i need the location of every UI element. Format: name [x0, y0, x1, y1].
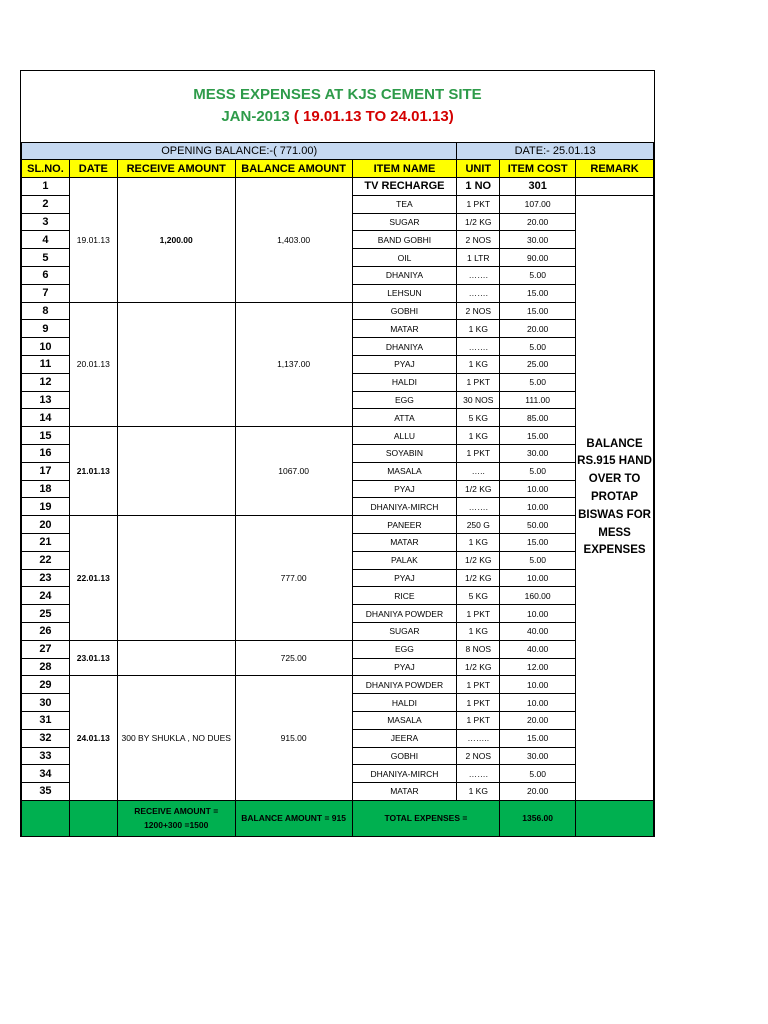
sl-no-cell: 5 [22, 249, 70, 267]
sl-no-cell: 14 [22, 409, 70, 427]
item-cost-cell: 85.00 [500, 409, 576, 427]
sl-no-cell: 32 [22, 729, 70, 747]
unit-cell: 2 NOS [457, 302, 500, 320]
item-cost-cell: 5.00 [500, 266, 576, 284]
date-cell: 23.01.13 [69, 640, 117, 676]
unit-cell: 1 KG [457, 783, 500, 801]
unit-cell: 1 PKT [457, 694, 500, 712]
receive-amount-cell [117, 516, 235, 641]
item-name-cell: MATAR [352, 533, 457, 551]
header-cost: ITEM COST [500, 160, 576, 178]
item-cost-cell: 30.00 [500, 747, 576, 765]
header-item: ITEM NAME [352, 160, 457, 178]
footer-empty-remark [576, 800, 654, 836]
balance-amount-cell: 915.00 [235, 676, 352, 801]
sl-no-cell: 7 [22, 284, 70, 302]
sl-no-cell: 2 [22, 195, 70, 213]
table-row [22, 676, 654, 694]
sheet-date: DATE:- 25.01.13 [457, 143, 654, 160]
header-date: DATE [69, 160, 117, 178]
receive-amount-cell [117, 640, 235, 676]
table-row [22, 427, 654, 445]
date-cell: 21.01.13 [69, 427, 117, 516]
sl-no-cell: 21 [22, 533, 70, 551]
table-row [22, 178, 654, 196]
balance-amount-cell: 777.00 [235, 516, 352, 641]
item-name-cell: MATAR [352, 783, 457, 801]
item-name-cell: BAND GOBHI [352, 231, 457, 249]
footer-empty-sl [22, 800, 70, 836]
unit-cell: 30 NOS [457, 391, 500, 409]
item-cost-cell: 10.00 [500, 569, 576, 587]
sl-no-cell: 27 [22, 640, 70, 658]
item-name-cell: DHANIYA-MIRCH [352, 765, 457, 783]
item-cost-cell: 15.00 [500, 284, 576, 302]
sl-no-cell: 16 [22, 444, 70, 462]
sl-no-cell: 11 [22, 355, 70, 373]
item-cost-cell: 301 [500, 178, 576, 196]
header-remark: REMARK [576, 160, 654, 178]
item-name-cell: GOBHI [352, 747, 457, 765]
date-cell: 22.01.13 [69, 516, 117, 641]
unit-cell: 1 LTR [457, 249, 500, 267]
item-cost-cell: 40.00 [500, 640, 576, 658]
item-cost-cell: 15.00 [500, 427, 576, 445]
item-cost-cell: 15.00 [500, 729, 576, 747]
unit-cell: 1 PKT [457, 373, 500, 391]
sl-no-cell: 20 [22, 516, 70, 534]
item-cost-cell: 5.00 [500, 373, 576, 391]
sl-no-cell: 17 [22, 462, 70, 480]
unit-cell: 1/2 KG [457, 480, 500, 498]
item-cost-cell: 10.00 [500, 694, 576, 712]
remark-cell-top [576, 178, 654, 196]
item-name-cell: GOBHI [352, 302, 457, 320]
footer-balance-total: BALANCE AMOUNT = 915 [235, 800, 352, 836]
item-cost-cell: 20.00 [500, 783, 576, 801]
item-cost-cell: 5.00 [500, 551, 576, 569]
sl-no-cell: 29 [22, 676, 70, 694]
item-cost-cell: 20.00 [500, 711, 576, 729]
sl-no-cell: 18 [22, 480, 70, 498]
sl-no-cell: 10 [22, 338, 70, 356]
item-name-cell: LEHSUN [352, 284, 457, 302]
unit-cell: ……. [457, 284, 500, 302]
sl-no-cell: 30 [22, 694, 70, 712]
subtitle-month: JAN-2013 [221, 108, 290, 125]
item-name-cell: PYAJ [352, 658, 457, 676]
item-name-cell: ATTA [352, 409, 457, 427]
opening-balance: OPENING BALANCE:-( 771.00) [22, 143, 457, 160]
subtitle-range: ( 19.01.13 TO 24.01.13) [289, 108, 454, 125]
item-name-cell: DHANIYA [352, 266, 457, 284]
item-cost-cell: 5.00 [500, 462, 576, 480]
item-cost-cell: 5.00 [500, 765, 576, 783]
item-cost-cell: 30.00 [500, 231, 576, 249]
receive-amount-cell [117, 427, 235, 516]
unit-cell: 1 PKT [457, 195, 500, 213]
sl-no-cell: 1 [22, 178, 70, 196]
header-unit: UNIT [457, 160, 500, 178]
item-cost-cell: 111.00 [500, 391, 576, 409]
item-cost-cell: 15.00 [500, 302, 576, 320]
item-name-cell: MASALA [352, 462, 457, 480]
unit-cell: 1 KG [457, 533, 500, 551]
sl-no-cell: 12 [22, 373, 70, 391]
sl-no-cell: 35 [22, 783, 70, 801]
balance-amount-cell: 1,137.00 [235, 302, 352, 427]
header-sl: SL.NO. [22, 160, 70, 178]
item-cost-cell: 10.00 [500, 605, 576, 623]
item-name-cell: EGG [352, 640, 457, 658]
footer-receive-total: RECEIVE AMOUNT = 1200+300 =1500 [117, 800, 235, 836]
unit-cell: ……. [457, 266, 500, 284]
sl-no-cell: 33 [22, 747, 70, 765]
item-name-cell: TV RECHARGE [352, 178, 457, 196]
sl-no-cell: 6 [22, 266, 70, 284]
date-cell: 19.01.13 [69, 178, 117, 303]
item-name-cell: PYAJ [352, 355, 457, 373]
item-cost-cell: 10.00 [500, 498, 576, 516]
item-name-cell: EGG [352, 391, 457, 409]
unit-cell: ……. [457, 498, 500, 516]
date-cell: 20.01.13 [69, 302, 117, 427]
balance-amount-cell: 1,403.00 [235, 178, 352, 303]
unit-cell: 1 KG [457, 355, 500, 373]
item-cost-cell: 25.00 [500, 355, 576, 373]
unit-cell: 1/2 KG [457, 658, 500, 676]
footer-total-label: TOTAL EXPENSES = [352, 800, 500, 836]
footer-row [22, 800, 654, 836]
item-cost-cell: 107.00 [500, 195, 576, 213]
item-cost-cell: 10.00 [500, 676, 576, 694]
unit-cell: 1 PKT [457, 676, 500, 694]
item-name-cell: PANEER [352, 516, 457, 534]
unit-cell: 1 PKT [457, 444, 500, 462]
sl-no-cell: 8 [22, 302, 70, 320]
sl-no-cell: 25 [22, 605, 70, 623]
item-name-cell: SUGAR [352, 213, 457, 231]
sl-no-cell: 9 [22, 320, 70, 338]
header-row [22, 160, 654, 178]
unit-cell: 1 KG [457, 427, 500, 445]
sl-no-cell: 23 [22, 569, 70, 587]
item-name-cell: RICE [352, 587, 457, 605]
sl-no-cell: 3 [22, 213, 70, 231]
unit-cell: 1 NO [457, 178, 500, 196]
table-row [22, 516, 654, 534]
title-area [21, 71, 654, 142]
sl-no-cell: 19 [22, 498, 70, 516]
item-name-cell: ALLU [352, 427, 457, 445]
item-name-cell: PYAJ [352, 480, 457, 498]
item-cost-cell: 5.00 [500, 338, 576, 356]
expense-table [21, 142, 654, 837]
opening-balance-row [22, 143, 654, 160]
sl-no-cell: 22 [22, 551, 70, 569]
sl-no-cell: 24 [22, 587, 70, 605]
item-cost-cell: 40.00 [500, 622, 576, 640]
unit-cell: 1/2 KG [457, 569, 500, 587]
item-name-cell: DHANIYA POWDER [352, 676, 457, 694]
footer-total-value: 1356.00 [500, 800, 576, 836]
receive-amount-cell: 300 BY SHUKLA , NO DUES [117, 676, 235, 801]
item-name-cell: TEA [352, 195, 457, 213]
unit-cell: 1/2 KG [457, 551, 500, 569]
unit-cell: 1/2 KG [457, 213, 500, 231]
unit-cell: 2 NOS [457, 231, 500, 249]
item-cost-cell: 20.00 [500, 320, 576, 338]
sl-no-cell: 4 [22, 231, 70, 249]
unit-cell: 2 NOS [457, 747, 500, 765]
unit-cell: ……. [457, 765, 500, 783]
item-name-cell: HALDI [352, 694, 457, 712]
item-name-cell: SOYABIN [352, 444, 457, 462]
sl-no-cell: 28 [22, 658, 70, 676]
remark-cell: BALANCE RS.915 HAND OVER TO PROTAP BISWAS FOR MESS EXPENSES [576, 195, 654, 800]
table-row [22, 302, 654, 320]
unit-cell: 250 G [457, 516, 500, 534]
sl-no-cell: 15 [22, 427, 70, 445]
item-name-cell: DHANIYA [352, 338, 457, 356]
receive-amount-cell [117, 302, 235, 427]
item-cost-cell: 30.00 [500, 444, 576, 462]
item-cost-cell: 90.00 [500, 249, 576, 267]
item-name-cell: DHANIYA POWDER [352, 605, 457, 623]
balance-amount-cell: 725.00 [235, 640, 352, 676]
item-name-cell: JEERA [352, 729, 457, 747]
date-cell: 24.01.13 [69, 676, 117, 801]
sl-no-cell: 34 [22, 765, 70, 783]
item-cost-cell: 20.00 [500, 213, 576, 231]
sheet-subtitle [21, 108, 654, 125]
table-row [22, 640, 654, 658]
balance-amount-cell: 1067.00 [235, 427, 352, 516]
item-name-cell: HALDI [352, 373, 457, 391]
item-cost-cell: 15.00 [500, 533, 576, 551]
unit-cell: 5 KG [457, 587, 500, 605]
unit-cell: ……. [457, 338, 500, 356]
item-cost-cell: 10.00 [500, 480, 576, 498]
item-cost-cell: 160.00 [500, 587, 576, 605]
unit-cell: 5 KG [457, 409, 500, 427]
header-balance: BALANCE AMOUNT [235, 160, 352, 178]
item-name-cell: OIL [352, 249, 457, 267]
unit-cell: 1 PKT [457, 711, 500, 729]
item-name-cell: PALAK [352, 551, 457, 569]
item-name-cell: DHANIYA-MIRCH [352, 498, 457, 516]
sheet-title: MESS EXPENSES AT KJS CEMENT SITE [193, 86, 482, 103]
item-cost-cell: 12.00 [500, 658, 576, 676]
item-name-cell: MASALA [352, 711, 457, 729]
item-name-cell: PYAJ [352, 569, 457, 587]
header-receive: RECEIVE AMOUNT [117, 160, 235, 178]
item-cost-cell: 50.00 [500, 516, 576, 534]
unit-cell: ….. [457, 462, 500, 480]
expense-sheet [20, 70, 655, 837]
unit-cell: 1 KG [457, 622, 500, 640]
unit-cell: …….. [457, 729, 500, 747]
sl-no-cell: 26 [22, 622, 70, 640]
receive-amount-cell: 1,200.00 [117, 178, 235, 303]
unit-cell: 8 NOS [457, 640, 500, 658]
sl-no-cell: 13 [22, 391, 70, 409]
footer-empty-date [69, 800, 117, 836]
sl-no-cell: 31 [22, 711, 70, 729]
item-name-cell: MATAR [352, 320, 457, 338]
unit-cell: 1 KG [457, 320, 500, 338]
item-name-cell: SUGAR [352, 622, 457, 640]
unit-cell: 1 PKT [457, 605, 500, 623]
